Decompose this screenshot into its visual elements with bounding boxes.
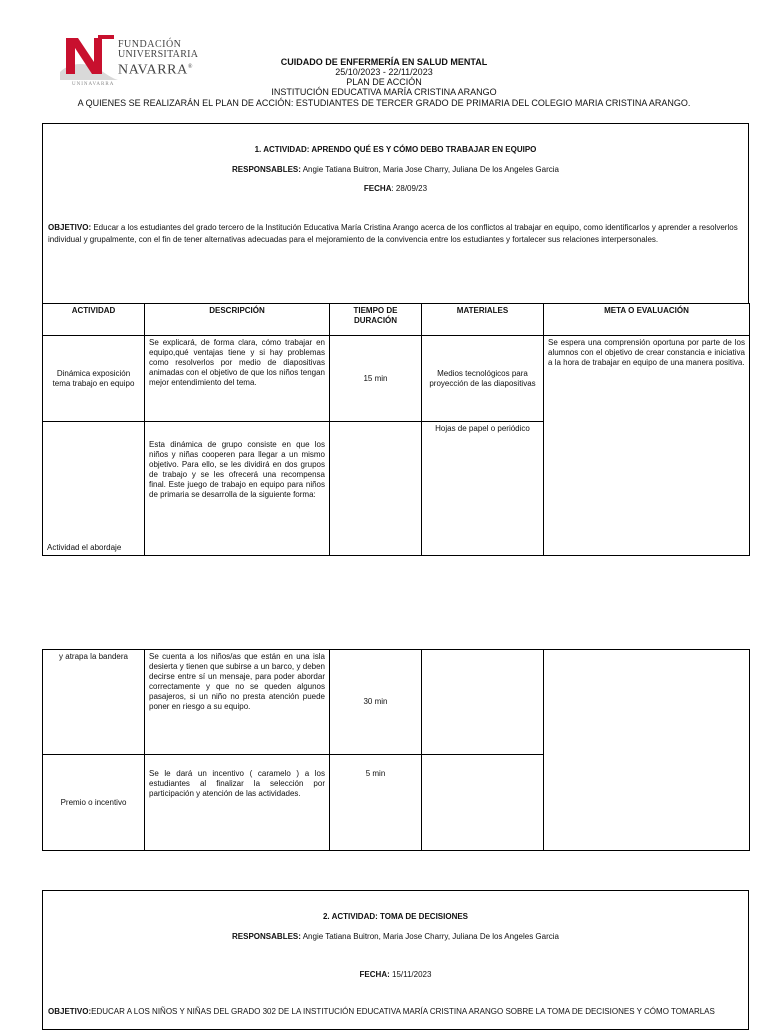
logo-line-2: UNIVERSITARIA — [118, 49, 199, 60]
logo-subtext: UNINAVARRA — [72, 82, 115, 87]
cell-materiales — [422, 650, 544, 755]
cell-tiempo: 15 min — [330, 336, 422, 422]
activity2-box — [42, 890, 749, 1030]
activity1-responsables: RESPONSABLES: Angie Tatiana Buitron, Maria Jose Charry, Juliana De los Angeles Garcia — [232, 165, 559, 174]
cell-actividad: Dinámica exposición tema trabajo en equipo — [43, 336, 145, 422]
document-plan: PLAN DE ACCIÓN — [346, 77, 422, 87]
cell-descripcion: Se cuenta a los niños/as que están en una isla desierta y tienen que subirse a un barco, y deben decirse entre sí un mensaje, para poder abordar correctamente y que no se queden algunos pasajeros, si un niño no presta atención puede poner en riesgo a su equipo. — [145, 650, 330, 755]
header-tiempo: TIEMPO DE DURACIÓN — [330, 304, 422, 336]
cell-actividad: Actividad el abordaje — [43, 422, 145, 556]
cell-meta — [544, 650, 750, 851]
logo-line-3: NAVARRA® — [118, 62, 193, 78]
header-descripcion: DESCRIPCIÓN — [145, 304, 330, 336]
activity2-fecha: FECHA: 15/11/2023 — [359, 970, 432, 979]
cell-descripcion: Se le dará un incentivo ( caramelo ) a los estudiantes al finalizar la selección por participación y atención de las actividades. — [145, 755, 330, 851]
activity2-objetivo: OBJETIVO:EDUCAR A LOS NIÑOS Y NIÑAS DEL GRADO 302 DE LA INSTITUCIÓN EDUCATIVA MARÍA CRISTINA ARANGO SOBRE LA TOMA DE DECISIONES Y CÓMO TOMARLAS — [48, 1007, 715, 1016]
table-row — [43, 650, 750, 755]
cell-descripcion: Se explicará, de forma clara, cómo trabajar en equipo,qué ventajas tiene y si hay problemas como resolverlos por medio de diapositivas animadas con el objetivo de que los niños tengan mejor entendimiento del tema. — [145, 336, 330, 422]
document-institution: INSTITUCIÓN EDUCATIVA MARÍA CRISTINA ARANGO — [271, 87, 497, 97]
cell-meta: Se espera una comprensión oportuna por parte de los alumnos con el objetivo de crear constancia e iniciativa a la hora de trabajar en equipo de una manera positiva. — [544, 336, 750, 556]
cell-materiales: Medios tecnológicos para proyección de las diapositivas — [422, 336, 544, 422]
cell-materiales: Hojas de papel o periódico — [422, 422, 544, 556]
cell-tiempo: 5 min — [330, 755, 422, 851]
activity1-box — [42, 123, 749, 304]
document-dates: 25/10/2023 - 22/11/2023 — [335, 67, 433, 77]
table-header-row — [43, 304, 750, 336]
cell-actividad: y atrapa la bandera — [43, 650, 145, 755]
header-actividad: ACTIVIDAD — [43, 304, 145, 336]
header-meta: META O EVALUACIÓN — [544, 304, 750, 336]
activity2-responsables: RESPONSABLES: Angie Tatiana Buitron, Maria Jose Charry, Juliana De los Angeles Garcia — [232, 932, 559, 941]
table-row — [43, 336, 750, 422]
cell-materiales — [422, 755, 544, 851]
document-title: CUIDADO DE ENFERMERÍA EN SALUD MENTAL — [280, 57, 488, 67]
activity1-title: 1. ACTIVIDAD: APRENDO QUÉ ES Y CÓMO DEBO TRABAJAR EN EQUIPO — [254, 145, 537, 154]
logo-line-1: FUNDACIÓN — [118, 39, 182, 50]
cell-tiempo — [330, 422, 422, 556]
cell-tiempo: 30 min — [330, 650, 422, 755]
cell-actividad: Premio o incentivo — [43, 755, 145, 851]
header-materiales: MATERIALES — [422, 304, 544, 336]
activity1-fecha: FECHA: 28/09/23 — [363, 184, 428, 193]
activity2-title: 2. ACTIVIDAD: TOMA DE DECISIONES — [322, 912, 469, 921]
activity1-objetivo: OBJETIVO: Educar a los estudiantes del grado tercero de la Institución Educativa María Cristina Arango acerca de los conflictos al trabajar en equipo, como identificarlos y aprender a resolverlos individual y grupalmente, con el fin de tener alternativas adecuadas para el mejoramiento de la convivencia entre los estudiantes y fortalecer sus relaciones interpersonales. — [48, 223, 738, 244]
cell-descripcion: Esta dinámica de grupo consiste en que los niños y niñas cooperen para llegar a un mismo objetivo. Para ello, se les dividirá en dos grupos de trabajo y se les ofrecerá una recompensa final. Este juego de trabajo en equipo para niños de primaria se desarrolla de la siguiente forma: — [145, 422, 330, 556]
document-audience: A QUIENES SE REALIZARÁN EL PLAN DE ACCIÓN: ESTUDIANTES DE TERCER GRADO DE PRIMARIA DEL COLEGIO MARIA CRISTINA ARANGO. — [77, 98, 691, 108]
activity1-table-continued — [42, 649, 750, 851]
activity1-table — [42, 303, 750, 556]
